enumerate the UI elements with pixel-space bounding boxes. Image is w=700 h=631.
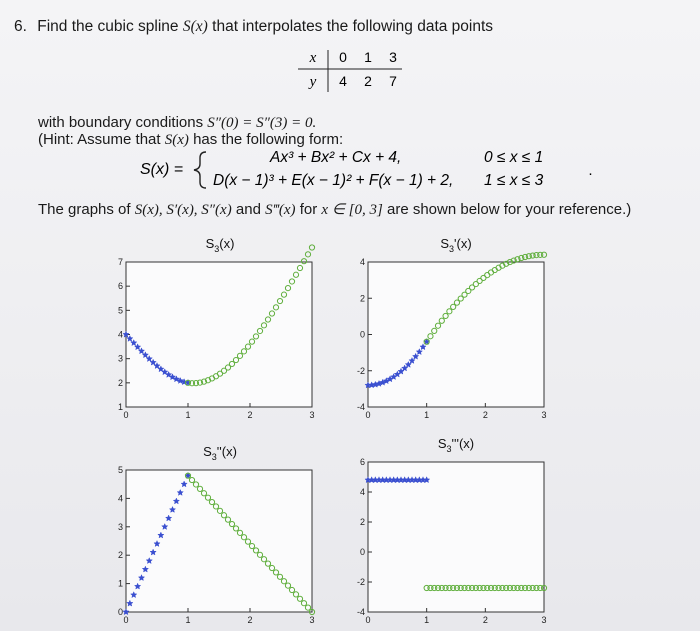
piece-1: Ax³ + Bx² + Cx + 4,: [270, 149, 402, 166]
plot-3-ytick-label: -4: [356, 607, 365, 617]
eq-dot: ·: [588, 165, 593, 182]
plot-0-title: $S_3(x)$: [205, 236, 235, 254]
plot-3-frame: [368, 462, 544, 612]
bc-text: with boundary conditions: [38, 114, 204, 131]
plot-2-ytick-label: 4: [117, 493, 123, 504]
plot-3-ytick-label: -2: [356, 577, 365, 587]
plot-2-xtick-label: 0: [123, 615, 129, 625]
plot-1-ytick-label: -2: [356, 365, 365, 376]
plot-1-xtick-label: 0: [365, 410, 371, 420]
table-y-2: 7: [389, 73, 397, 89]
plot-3-ytick-label: 4: [359, 487, 365, 497]
hint-pre: (Hint: Assume that: [38, 131, 161, 148]
table-x-label: x: [309, 50, 317, 66]
problem-intro-rest: that interpolates the following data points: [212, 18, 494, 35]
problem-intro: Find the cubic spline: [37, 18, 179, 35]
plot-2-ytick-label: 1: [117, 578, 123, 589]
plot-1-xtick-label: 3: [541, 410, 547, 420]
plot-3-ytick-label: 6: [359, 457, 365, 467]
plot-3-xtick-label: 1: [424, 615, 430, 625]
plot-2-xtick-label: 1: [185, 615, 191, 625]
piece-1-domain: 0 ≤ x ≤ 1: [484, 149, 544, 166]
plot-3-ytick-label: 0: [359, 547, 365, 557]
plot-2-ytick-label: 3: [117, 521, 123, 532]
plot-0-circle-point: [305, 252, 310, 257]
graphs-and: and: [235, 201, 261, 218]
hint-post: has the following form:: [193, 131, 344, 148]
plot-1-ytick-label: 2: [359, 293, 365, 304]
plot-3-ytick-label: 2: [359, 517, 365, 527]
plot-0-xtick-label: 0: [123, 410, 129, 420]
plot-0-circle-point: [309, 245, 314, 250]
plot-2-title: $S_3''(x)$: [203, 444, 237, 462]
eq-lhs: S(x) =: [140, 161, 184, 178]
graphs-f4: S‴(x): [265, 202, 296, 218]
plot-2-ytick-label: 0: [117, 607, 123, 617]
table-y-label: y: [309, 74, 317, 90]
plot-3-xtick-label: 3: [541, 615, 547, 625]
plot-1-ytick-label: -4: [356, 402, 365, 412]
graphs-pre: The graphs of: [38, 201, 131, 218]
plot-0-ytick-label: 6: [117, 281, 123, 292]
table-x-1: 1: [364, 49, 372, 65]
plot-3-xtick-label: 0: [365, 615, 371, 625]
table-x-0: 0: [339, 49, 347, 65]
plot-1-xtick-label: 2: [482, 410, 488, 420]
problem-number: 6.: [14, 18, 27, 35]
plot-0-xtick-label: 3: [309, 410, 315, 420]
piece-2: D(x − 1)³ + E(x − 1)² + F(x − 1) + 2,: [213, 172, 454, 189]
plot-1-xtick-label: 1: [424, 410, 430, 420]
plot-0-xtick-label: 2: [247, 410, 253, 420]
bc-equation: S″(0) = S″(3) = 0.: [207, 115, 317, 131]
plot-1-ytick-label: 0: [359, 329, 365, 340]
plot-1-ytick-label: 4: [359, 257, 365, 267]
graphs-domain: x ∈ [0, 3]: [321, 202, 383, 218]
plot-1-circle-point: [541, 252, 546, 257]
plot-0-ytick-label: 3: [117, 353, 123, 364]
plot-2-frame: [126, 470, 312, 612]
plot-0-ytick-label: 4: [117, 329, 123, 340]
plot-0-ytick-label: 7: [117, 257, 123, 267]
graphs-post: are shown below for your reference.): [386, 201, 632, 218]
plot-3-xtick-label: 2: [482, 615, 488, 625]
hint-symbol: S(x): [164, 132, 189, 148]
piece-2-domain: 1 ≤ x ≤ 3: [484, 172, 544, 189]
plot-0-ytick-label: 5: [117, 305, 123, 316]
plot-2-xtick-label: 2: [247, 615, 253, 625]
graphs-funcs: S(x), S′(x), S″(x): [134, 202, 232, 218]
plot-0-frame: [126, 262, 312, 407]
plot-0-ytick-label: 1: [117, 402, 123, 412]
plot-2-ytick-label: 2: [117, 550, 123, 561]
table-x-2: 3: [389, 49, 397, 65]
plot-2-xtick-label: 3: [309, 615, 315, 625]
plot-1-title: $S_3'(x)$: [440, 236, 472, 254]
plot-2-ytick-label: 5: [117, 465, 123, 475]
spline-symbol: S(x): [182, 18, 208, 35]
table-y-0: 4: [339, 73, 347, 89]
plot-1-frame: [368, 262, 544, 407]
plot-0-ytick-label: 2: [117, 377, 123, 388]
plot-3-title: $S_3'''(x)$: [437, 436, 475, 454]
graphs-for: for: [299, 201, 318, 218]
plot-0-xtick-label: 1: [185, 410, 191, 420]
table-y-1: 2: [364, 73, 372, 89]
